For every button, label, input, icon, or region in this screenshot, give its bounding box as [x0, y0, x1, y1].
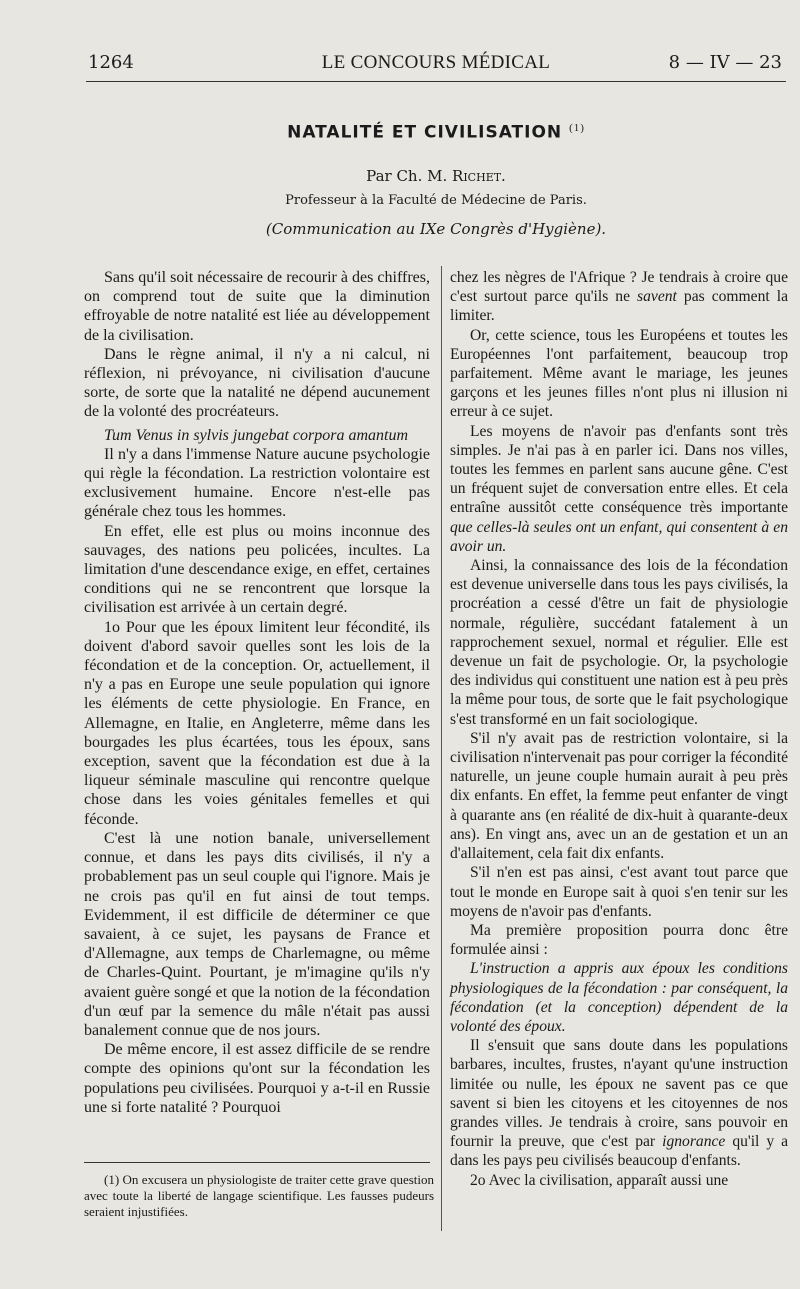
paragraph: Or, cette science, tous les Européens et toutes les Européennes l'ont parfaitement, beaucoup trop parfaitement. Même avant le mariage, les jeunes garçons et les jeunes filles n'ont plus ni illusion ni erreur à ce sujet.: [450, 326, 788, 421]
column-divider: [441, 266, 442, 1231]
paragraph: chez les nègres de l'Afrique ? Je tendrais à croire que c'est surtout parce qu'ils ne savent pas comment la limiter.: [450, 269, 788, 325]
paragraph: Ainsi, la connaissance des lois de la fécondation est devenue universelle dans tous les pays civilisés, la procréation a cessé d'être un fait de physiologie normale, régulière, succédant fatalement à un rapprochement sexuel, normal et régulier. Elle est devenue un fait de psychologie. Or, la psychologie des individus qui constituent une nation est à peu près la même pour tous, de sorte que le fait psychologique s'est transformé en un fait sociologique.: [450, 557, 788, 728]
running-header: [86, 48, 786, 82]
paragraph: Il n'y a dans l'immense Nature aucune psychologie qui règle la fécondation. La restriction volontaire est exclusivement humaine. Encore n'est-elle pas générale chez tous les hommes.: [84, 445, 430, 521]
paragraph: De même encore, il est assez difficile de se rendre compte des opinions qu'ont sur la fécondation les populations peu civilisées. Pourquoi y a-t-il en Russie une si forte natalité ? Pourquoi: [84, 1041, 430, 1116]
issue-date: 8 — IV — 23: [668, 52, 782, 73]
header-rule: [86, 81, 786, 82]
paragraph: Il s'ensuit que sans doute dans les populations barbares, incultes, frustes, n'ayant qu'une instruction limitée ou nulle, les époux ne savent pas ce que savent si bien les citoyens et les citoyennes de nos grandes villes. Je tendrais à croire, sans pouvoir en fournir la preuve, que c'est par ignorance qu'il y a dans les pays peu civilisés beaucoup d'enfants.: [450, 1037, 789, 1170]
byline: Par Ch. M. Richet.: [366, 166, 506, 185]
latin-quotation: Tum Venus in sylvis jungebat corpora amantum: [104, 426, 408, 444]
paragraph: Les moyens de n'avoir pas d'enfants sont très simples. Je n'ai pas à en parler ici. Dans nos villes, toutes les femmes en parlent sans aucune gêne. C'est un fréquent sujet de conversation entre elles. Et cela entraîne aussitôt cette conséquence très importante que celles-là seules ont un enfant, qui consentent à en avoir un.: [450, 422, 788, 555]
title-footnote-mark: (1): [569, 122, 585, 134]
paragraph: Sans qu'il soit nécessaire de recourir à des chiffres, on comprend tout de suite que la diminution effroyable de notre natalité est liée au développement de la civilisation.: [84, 269, 430, 344]
paragraph: C'est là une notion banale, universellement connue, et dans les pays dits civilisés, il n'y a probablement pas un seul couple qui l'ignore. Mais je ne crois pas qu'il en fut ainsi de tout temps. Evidemment, il est difficile de déterminer ce que savaient, à ce sujet, les paysans de France et d'Allemagne, aux temps de Charlemagne, ou même de Charles-Quint. Pourtant, je m'imagine qu'ils n'y avaient guère songé et que la notion de la fécondation d'un œuf par la semence du mâle n'était pas aussi banalement connue que de nos jours.: [84, 829, 430, 1039]
paragraph: Ma première proposition pourra donc être formulée ainsi :: [450, 921, 788, 959]
journal-title: LE CONCOURS MÉDICAL: [321, 52, 551, 73]
right-column: [450, 268, 788, 1190]
paragraph: S'il n'en est pas ainsi, c'est avant tout parce que tout le monde en Europe sait à quoi s'en tenir sur les moyens de n'avoir pas d'enfants.: [450, 864, 788, 920]
paragraph: 1o Pour que les époux limitent leur fécondité, ils doivent d'abord savoir quelles sont les lois de la fécondation et de la conception. Or, actuellement, il n'y a pas en Europe une seule population qui ignore les éléments de cette physiologie. En France, en Allemagne, en Italie, en Angleterre, même dans les bourgades les plus écartées, tous les époux, sans exception, savent que la fécondation est due à la liqueur séminale masculine qui rencontre quelque chose dans les voies génitales femelles et qui féconde.: [84, 618, 430, 828]
page-number: 1264: [88, 52, 134, 73]
author-name: Richet.: [452, 166, 506, 185]
paragraph: En effet, elle est plus ou moins inconnue des sauvages, des nations peu policées, incultes. La limitation d'une descendance exige, en effet, certaines conditions qui ne se rencontrent que lorsque la civilisation est arrivée à un certain degré.: [84, 522, 430, 617]
paragraph: S'il n'y avait pas de restriction volontaire, si la civilisation n'intervenait pas pour corriger la fécondité naturelle, un jeune couple humain aurait à peu près dix enfants. En effet, la femme peut enfanter de vingt à quarante ans (en réalité de dix-huit à quarante-deux ans). En vingt ans, avec un an de gestation et un an d'allaitement, cela fait dix enfants.: [450, 729, 788, 863]
article-heading: [86, 122, 786, 238]
article-title: NATALITÉ ET CIVILISATION $^{(1)}$: [287, 122, 585, 143]
proposition: L'instruction a appris aux époux les conditions physiologiques de la fécondation : par conséquent, la fécondation (et la conception) dépendent de la volonté des époux.: [450, 960, 788, 1035]
paragraph: Dans le règne animal, il n'y a ni calcul, ni réflexion, ni prévoyance, ni civilisation d'aucune sorte, de sorte que la natalité ne dépend aucunement de la volonté des procréateurs.: [84, 345, 430, 421]
footnote: (1) On excusera un physiologiste de traiter cette grave question avec toute la liberté de langage scientifique. Les fausses pudeurs seraient injustifiées.: [84, 1172, 434, 1219]
affiliation: Professeur à la Faculté de Médecine de Paris.: [285, 192, 587, 208]
communication-note: (Communication au IXe Congrès d'Hygiène).: [265, 219, 607, 238]
paragraph: 2o Avec la civilisation, apparaît aussi une: [470, 1171, 729, 1189]
left-column: [84, 268, 430, 1117]
footnote-rule: [84, 1162, 430, 1163]
